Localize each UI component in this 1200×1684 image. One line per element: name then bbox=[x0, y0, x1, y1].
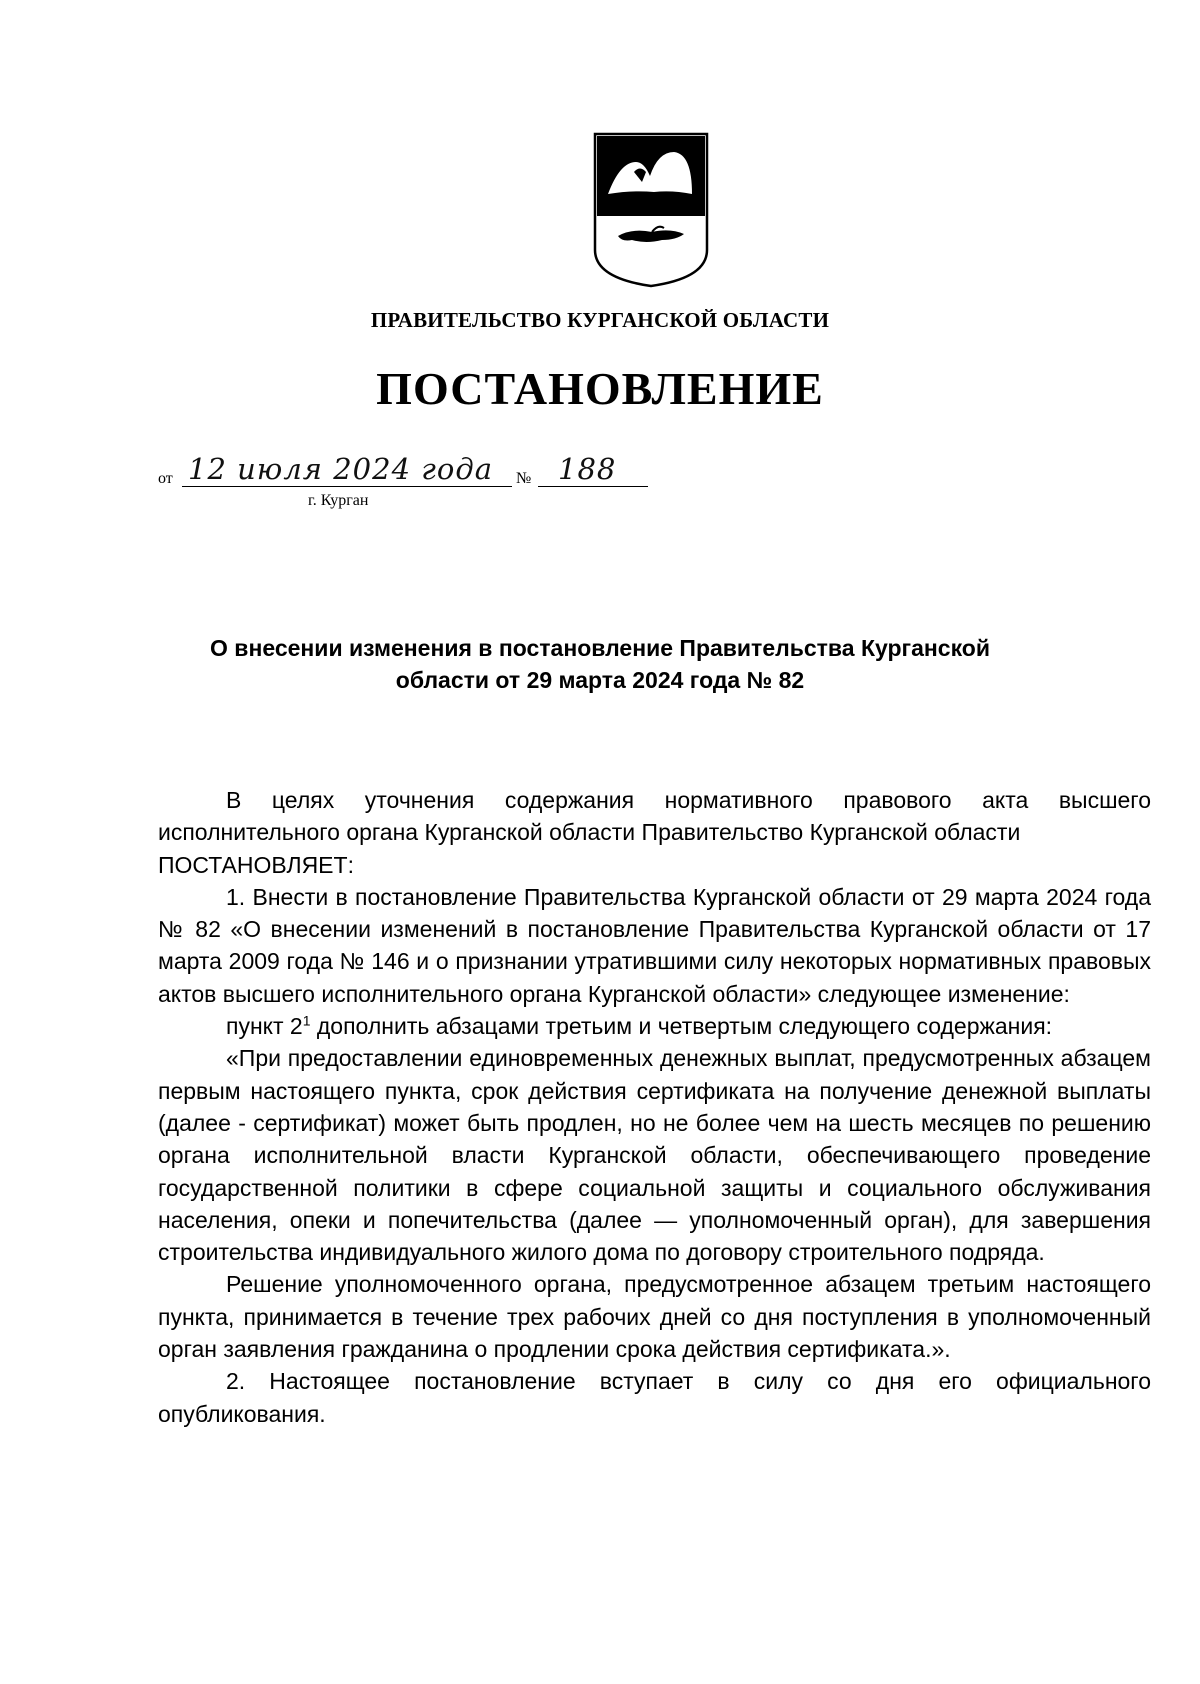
document-type: ПОСТАНОВЛЕНИЕ bbox=[376, 363, 824, 414]
intro-paragraph: В целях уточнения содержания нормативного правового акта высшего исполнительного органа Курганской области Правительство Курганской области bbox=[158, 787, 1151, 846]
date-number-line bbox=[158, 452, 658, 492]
date-underline bbox=[182, 486, 512, 487]
organization-name: ПРАВИТЕЛЬСТВО КУРГАНСКОЙ ОБЛАСТИ bbox=[370, 308, 830, 332]
point-superscript: 1 bbox=[302, 1012, 311, 1029]
resolve-paragraph: ПОСТАНОВЛЯЕТ: bbox=[158, 851, 354, 878]
document-title bbox=[150, 632, 1050, 696]
number-underline bbox=[538, 486, 648, 487]
point-paragraph bbox=[158, 1010, 1151, 1042]
item-2-paragraph: 2. Настоящее постановление вступает в силу со дня его официального опубликования. bbox=[158, 1368, 1151, 1427]
coat-of-arms-icon bbox=[592, 132, 710, 288]
title-line-2: области от 29 марта 2024 года № 82 bbox=[395, 667, 805, 693]
date-handwritten: 12 июля 2024 года bbox=[188, 452, 494, 486]
title-line-1: О внесении изменения в постановление Правительства Курганской bbox=[210, 635, 990, 661]
number-prefix: № bbox=[516, 470, 532, 487]
quote-paragraph-1: «При предоставлении единовременных денежных выплат, предусмотренных абзацем первым настоящего пункта, срок действия сертификата на получение денежной выплаты (далее - сертификат) может быть продлен, но не более чем на шесть месяцев по решению органа исполнительной власти Курганской области, обеспечивающего проведение государственной политики в сфере социальной защиты и социального обслуживания населения, опеки и попечительства (далее — уполномоченный орган), для завершения строительства индивидуального жилого дома по договору строительного подряда. bbox=[158, 1045, 1151, 1266]
quote-paragraph-2: Решение уполномоченного органа, предусмотренное абзацем третьим настоящего пункта, принимается в течение трех рабочих дней со дня поступления в уполномоченный орган заявления гражданина о продлении срока действия сертификата.». bbox=[158, 1271, 1151, 1363]
point-prefix: пункт 2 bbox=[226, 1013, 303, 1040]
date-prefix: от bbox=[158, 470, 173, 487]
item-1-paragraph: 1. Внести в постановление Правительства Курганской области от 29 марта 2024 года № 82 «О внесении изменений в постановление Правительства Курганской области от 17 марта 2009 года № 146 и о признании утратившими силу некоторых нормативных правовых актов высшего исполнительного органа Курганской области» следующее изменение: bbox=[158, 883, 1151, 1007]
city: г. Курган bbox=[308, 492, 369, 509]
number-handwritten: 188 bbox=[558, 452, 617, 486]
point-rest: дополнить абзацами третьим и четвертым следующего содержания: bbox=[310, 1013, 1053, 1040]
document-body bbox=[158, 784, 1151, 1430]
